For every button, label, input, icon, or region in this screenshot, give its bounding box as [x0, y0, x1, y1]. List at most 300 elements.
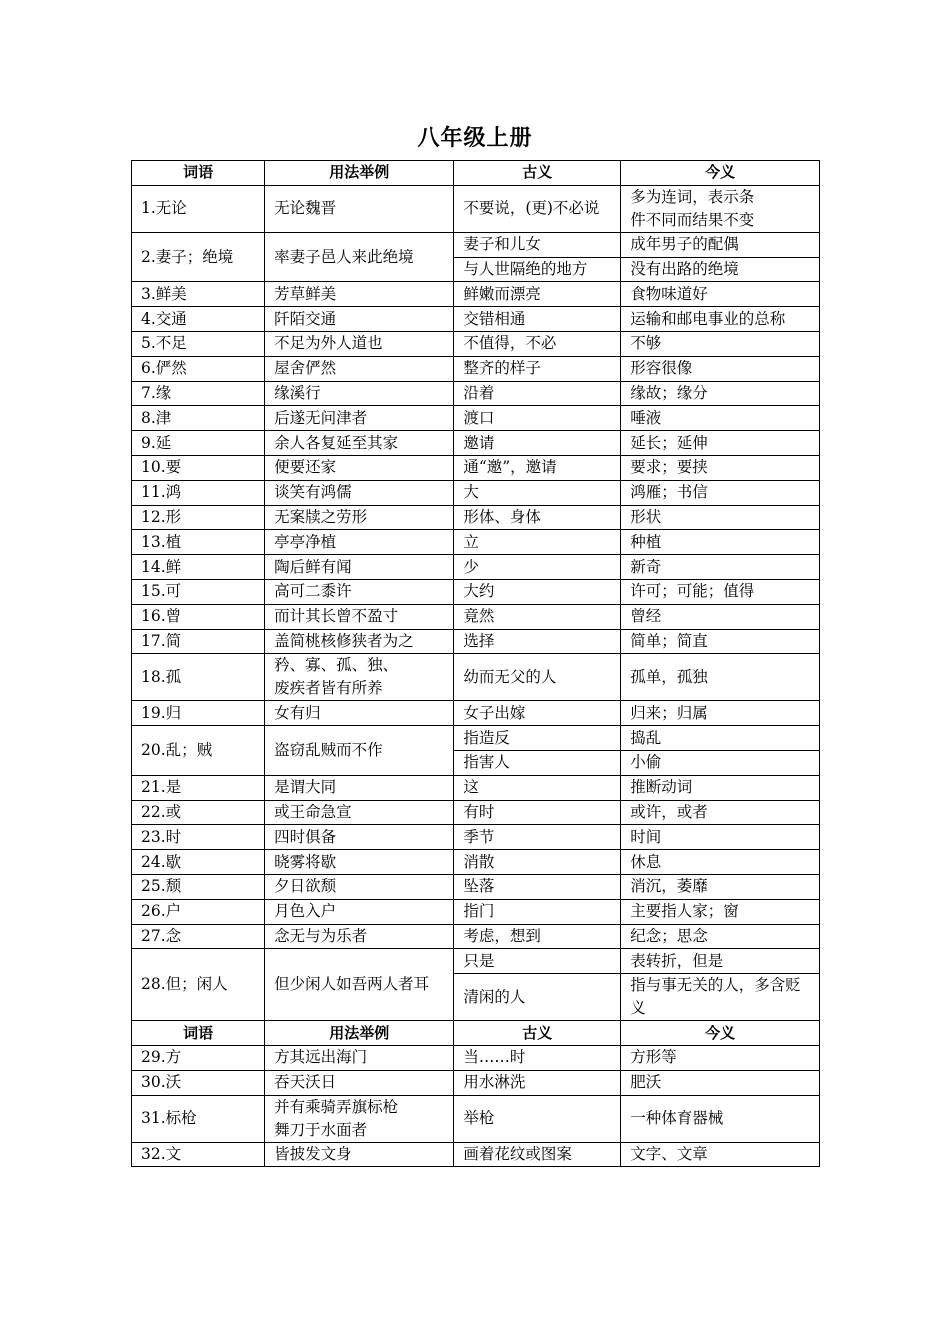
modern-meaning-text: 肥沃	[630, 1073, 662, 1092]
example-cell	[265, 555, 454, 580]
example-text: 亭亭净植	[274, 532, 337, 551]
word-text: 22.或	[141, 802, 182, 821]
modern-meaning-cell	[621, 604, 820, 629]
ancient-meaning-text: 女子出嫁	[463, 703, 526, 722]
modern-meaning-text: 曾经	[630, 607, 662, 626]
table-row	[132, 381, 820, 406]
modern-meaning-cell	[621, 629, 820, 654]
table-row	[132, 307, 820, 332]
word-text: 3.鲜美	[141, 284, 187, 303]
table-row	[132, 874, 820, 899]
ancient-meaning-cell	[454, 750, 621, 775]
ancient-meaning-cell	[454, 1070, 621, 1095]
ancient-meaning-cell	[454, 455, 621, 480]
modern-meaning-cell	[621, 949, 820, 974]
word-text: 17.简	[141, 631, 182, 650]
ancient-meaning-text: 立	[463, 532, 479, 551]
header-ancient: 古义	[454, 1021, 621, 1046]
example-text: 皆披发文身	[274, 1144, 352, 1163]
example-text: 屋舍俨然	[274, 359, 337, 378]
modern-meaning-cell	[621, 701, 820, 726]
modern-meaning-cell	[621, 1142, 820, 1167]
table-row	[132, 455, 820, 480]
modern-meaning-cell	[621, 406, 820, 431]
modern-meaning-text: 件不同而结果不变	[630, 210, 755, 229]
ancient-meaning-cell	[454, 899, 621, 924]
example-text: 并有乘骑弄旗标枪	[274, 1097, 399, 1116]
modern-meaning-cell	[621, 505, 820, 530]
word-cell	[132, 530, 265, 555]
table-row	[132, 480, 820, 505]
word-text: 26.户	[141, 902, 182, 921]
table-row	[132, 1045, 820, 1070]
modern-meaning-text: 不够	[630, 334, 662, 353]
ancient-meaning-cell	[454, 850, 621, 875]
modern-meaning-cell	[621, 431, 820, 456]
example-cell	[265, 480, 454, 505]
table-row	[132, 850, 820, 875]
modern-meaning-text: 捣乱	[630, 728, 662, 747]
ancient-meaning-cell	[454, 1095, 621, 1142]
modern-meaning-cell	[621, 356, 820, 381]
header-modern: 今义	[621, 161, 820, 186]
modern-meaning-text: 许可；可能；值得	[630, 582, 755, 601]
ancient-meaning-text: 坠落	[463, 877, 495, 896]
ancient-meaning-cell	[454, 232, 621, 257]
example-cell	[265, 701, 454, 726]
ancient-meaning-text: 指害人	[463, 753, 510, 772]
ancient-meaning-cell	[454, 257, 621, 282]
example-cell	[265, 431, 454, 456]
table-row	[132, 800, 820, 825]
modern-meaning-cell	[621, 555, 820, 580]
example-cell	[265, 654, 454, 701]
example-text: 矜、寡、孤、独、	[274, 656, 399, 675]
modern-meaning-cell	[621, 257, 820, 282]
example-text: 但少闲人如吾两人者耳	[274, 975, 430, 994]
example-cell	[265, 850, 454, 875]
ancient-meaning-text: 妻子和儿女	[463, 235, 541, 254]
ancient-meaning-cell	[454, 356, 621, 381]
ancient-meaning-cell	[454, 331, 621, 356]
table-row	[132, 701, 820, 726]
word-cell	[132, 282, 265, 307]
word-cell	[132, 924, 265, 949]
modern-meaning-text: 形容很像	[630, 359, 693, 378]
modern-meaning-cell	[621, 899, 820, 924]
example-text: 陶后鲜有闻	[274, 557, 352, 576]
example-text: 夕日欲颓	[274, 877, 337, 896]
table-row	[132, 899, 820, 924]
word-cell	[132, 1095, 265, 1142]
modern-meaning-text: 多为连词，表示条	[630, 187, 755, 206]
table-row	[132, 629, 820, 654]
modern-meaning-text: 缘故；缘分	[630, 383, 708, 402]
ancient-meaning-cell	[454, 555, 621, 580]
word-cell	[132, 850, 265, 875]
ancient-meaning-text: 指门	[463, 902, 495, 921]
modern-meaning-text: 鸿雁；书信	[630, 483, 708, 502]
example-cell	[265, 307, 454, 332]
word-cell	[132, 356, 265, 381]
word-cell	[132, 899, 265, 924]
modern-meaning-text: 消沉，萎靡	[630, 877, 708, 896]
table-row	[132, 282, 820, 307]
modern-meaning-text: 或许，或者	[630, 802, 708, 821]
modern-meaning-cell	[621, 232, 820, 257]
table-row	[132, 654, 820, 701]
header-modern: 今义	[621, 1021, 820, 1046]
example-text: 月色入户	[274, 902, 337, 921]
example-text: 四时俱备	[274, 827, 337, 846]
modern-meaning-text: 唾液	[630, 408, 662, 427]
ancient-meaning-text: 只是	[463, 951, 495, 970]
word-cell	[132, 555, 265, 580]
modern-meaning-text: 纪念；思念	[630, 926, 708, 945]
modern-meaning-cell	[621, 1045, 820, 1070]
modern-meaning-cell	[621, 924, 820, 949]
word-text: 14.鲜	[141, 557, 182, 576]
modern-meaning-cell	[621, 530, 820, 555]
modern-meaning-cell	[621, 775, 820, 800]
modern-meaning-text: 种植	[630, 532, 662, 551]
example-text: 废疾者皆有所养	[274, 679, 383, 698]
modern-meaning-cell	[621, 874, 820, 899]
example-text: 吞天沃日	[274, 1073, 337, 1092]
example-cell	[265, 1142, 454, 1167]
ancient-meaning-cell	[454, 282, 621, 307]
modern-meaning-text: 义	[630, 999, 646, 1018]
table-row	[132, 406, 820, 431]
word-text: 7.缘	[141, 383, 172, 402]
table-row	[132, 604, 820, 629]
word-text: 15.可	[141, 582, 182, 601]
modern-meaning-cell	[621, 825, 820, 850]
word-text: 21.是	[141, 778, 182, 797]
modern-meaning-text: 时间	[630, 827, 662, 846]
modern-meaning-cell	[621, 455, 820, 480]
word-cell	[132, 701, 265, 726]
modern-meaning-text: 孤单，孤独	[630, 667, 708, 686]
table-row	[132, 331, 820, 356]
word-text: 2.妻子；绝境	[141, 247, 234, 266]
example-cell	[265, 726, 454, 776]
word-cell	[132, 307, 265, 332]
ancient-meaning-text: 画着花纹或图案	[463, 1144, 572, 1163]
word-text: 1.无论	[141, 199, 187, 218]
word-cell	[132, 726, 265, 776]
example-text: 方其远出海门	[274, 1048, 368, 1067]
ancient-meaning-text: 指造反	[463, 728, 510, 747]
word-text: 6.俨然	[141, 359, 187, 378]
word-text: 16.曾	[141, 607, 182, 626]
ancient-meaning-cell	[454, 629, 621, 654]
word-cell	[132, 455, 265, 480]
word-cell	[132, 480, 265, 505]
ancient-meaning-cell	[454, 381, 621, 406]
example-text: 阡陌交通	[274, 309, 337, 328]
modern-meaning-text: 表转折，但是	[630, 951, 724, 970]
ancient-meaning-text: 不要说，(更)不必说	[463, 199, 600, 218]
table-row	[132, 505, 820, 530]
ancient-meaning-text: 邀请	[463, 433, 495, 452]
modern-meaning-cell	[621, 800, 820, 825]
example-text: 谈笑有鸿儒	[274, 483, 352, 502]
example-text: 舞刀于水面者	[274, 1120, 368, 1139]
header-ancient: 古义	[454, 161, 621, 186]
ancient-meaning-cell	[454, 1045, 621, 1070]
table-row	[132, 185, 820, 232]
example-text: 盖简桃核修狭者为之	[274, 631, 414, 650]
ancient-meaning-cell	[454, 406, 621, 431]
word-text: 12.形	[141, 507, 182, 526]
ancient-meaning-cell	[454, 431, 621, 456]
word-text: 10.要	[141, 458, 182, 477]
modern-meaning-text: 归来；归属	[630, 703, 708, 722]
example-cell	[265, 1045, 454, 1070]
example-cell	[265, 356, 454, 381]
ancient-meaning-text: 少	[463, 557, 479, 576]
ancient-meaning-text: 消散	[463, 852, 495, 871]
ancient-meaning-cell	[454, 505, 621, 530]
ancient-meaning-cell	[454, 825, 621, 850]
ancient-meaning-cell	[454, 974, 621, 1021]
example-cell	[265, 185, 454, 232]
modern-meaning-text: 小偷	[630, 753, 662, 772]
ancient-meaning-text: 幼而无父的人	[463, 667, 557, 686]
table-row	[132, 825, 820, 850]
example-text: 无案牍之劳形	[274, 507, 368, 526]
modern-meaning-text: 推断动词	[630, 778, 693, 797]
word-text: 8.津	[141, 408, 172, 427]
ancient-meaning-text: 交错相通	[463, 309, 526, 328]
example-cell	[265, 1095, 454, 1142]
ancient-meaning-text: 季节	[463, 827, 495, 846]
modern-meaning-cell	[621, 1070, 820, 1095]
ancient-meaning-cell	[454, 530, 621, 555]
ancient-meaning-text: 有时	[463, 802, 495, 821]
word-cell	[132, 1045, 265, 1070]
modern-meaning-cell	[621, 726, 820, 751]
ancient-meaning-text: 考虑，想到	[463, 926, 541, 945]
modern-meaning-text: 没有出路的绝境	[630, 259, 739, 278]
example-text: 不足为外人道也	[274, 334, 383, 353]
header-example: 用法举例	[265, 161, 454, 186]
ancient-meaning-text: 渡口	[463, 408, 495, 427]
word-text: 19.归	[141, 703, 182, 722]
modern-meaning-cell	[621, 1095, 820, 1142]
ancient-meaning-cell	[454, 604, 621, 629]
modern-meaning-text: 一种体育器械	[630, 1109, 724, 1127]
table-body	[132, 161, 820, 1167]
modern-meaning-text: 食物味道好	[630, 284, 708, 303]
modern-meaning-cell	[621, 282, 820, 307]
word-text: 23.时	[141, 827, 182, 846]
ancient-meaning-text: 这	[463, 778, 479, 797]
ancient-meaning-text: 选择	[463, 631, 495, 650]
example-text: 无论魏晋	[274, 199, 337, 218]
modern-meaning-cell	[621, 185, 820, 232]
word-cell	[132, 431, 265, 456]
word-cell	[132, 874, 265, 899]
modern-meaning-cell	[621, 307, 820, 332]
example-text: 是谓大同	[274, 778, 337, 797]
example-cell	[265, 579, 454, 604]
modern-meaning-cell	[621, 381, 820, 406]
modern-meaning-cell	[621, 850, 820, 875]
ancient-meaning-text: 通“邀”，邀请	[463, 458, 557, 477]
example-cell	[265, 800, 454, 825]
ancient-meaning-cell	[454, 579, 621, 604]
word-cell	[132, 654, 265, 701]
table-row	[132, 949, 820, 974]
ancient-meaning-text: 沿着	[463, 383, 495, 402]
example-text: 晓雾将歇	[274, 852, 337, 871]
modern-meaning-text: 方形等	[630, 1048, 677, 1067]
ancient-meaning-text: 形体、身体	[463, 507, 541, 526]
ancient-meaning-text: 与人世隔绝的地方	[463, 259, 588, 278]
word-text: 25.颓	[141, 877, 182, 896]
word-text: 11.鸿	[141, 483, 182, 502]
ancient-meaning-cell	[454, 654, 621, 701]
example-text: 念无与为乐者	[274, 926, 368, 945]
word-cell	[132, 629, 265, 654]
ancient-meaning-cell	[454, 726, 621, 751]
word-text: 29.方	[141, 1048, 182, 1067]
header-word: 词语	[132, 1021, 265, 1046]
modern-meaning-cell	[621, 480, 820, 505]
word-cell	[132, 1142, 265, 1167]
table-row	[132, 356, 820, 381]
example-cell	[265, 629, 454, 654]
ancient-meaning-cell	[454, 874, 621, 899]
table-row	[132, 1142, 820, 1167]
ancient-meaning-cell	[454, 949, 621, 974]
ancient-meaning-text: 大约	[463, 582, 495, 601]
example-cell	[265, 406, 454, 431]
example-cell	[265, 1070, 454, 1095]
word-cell	[132, 1070, 265, 1095]
word-text: 28.但；闲人	[141, 975, 228, 994]
ancient-meaning-cell	[454, 775, 621, 800]
word-text: 5.不足	[141, 334, 187, 353]
word-text: 27.念	[141, 926, 182, 945]
word-text: 4.交通	[141, 309, 187, 328]
example-cell	[265, 455, 454, 480]
modern-meaning-text: 延长；延伸	[630, 433, 708, 452]
example-text: 或王命急宣	[274, 802, 352, 821]
table-row	[132, 579, 820, 604]
ancient-meaning-text: 鲜嫩而漂亮	[463, 284, 541, 303]
word-cell	[132, 579, 265, 604]
ancient-meaning-text: 清闲的人	[463, 987, 526, 1006]
ancient-meaning-text: 举枪	[463, 1109, 495, 1127]
ancient-meaning-cell	[454, 307, 621, 332]
word-text: 20.乱；贼	[141, 740, 213, 759]
ancient-meaning-cell	[454, 800, 621, 825]
word-text: 18.孤	[141, 667, 182, 686]
word-text: 9.延	[141, 433, 172, 452]
modern-meaning-text: 形状	[630, 507, 662, 526]
modern-meaning-text: 成年男子的配偶	[630, 235, 739, 254]
example-text: 女有归	[274, 703, 321, 722]
example-text: 缘溪行	[274, 383, 321, 402]
example-text: 芳草鲜美	[274, 284, 337, 303]
word-cell	[132, 232, 265, 282]
modern-meaning-cell	[621, 579, 820, 604]
word-text: 32.文	[141, 1144, 182, 1163]
example-text: 高可二黍许	[274, 582, 352, 601]
example-cell	[265, 604, 454, 629]
example-text: 便要还家	[274, 458, 337, 477]
example-text: 而计其长曾不盈寸	[274, 607, 399, 626]
table-row	[132, 1070, 820, 1095]
modern-meaning-text: 运输和邮电事业的总称	[630, 309, 786, 328]
ancient-meaning-text: 竟然	[463, 607, 495, 626]
modern-meaning-text: 要求；要挟	[630, 458, 708, 477]
table-row	[132, 232, 820, 257]
ancient-meaning-cell	[454, 701, 621, 726]
table-row	[132, 1095, 820, 1142]
table-row	[132, 924, 820, 949]
modern-meaning-text: 休息	[630, 852, 662, 871]
ancient-meaning-text: 不值得，不必	[463, 334, 557, 353]
word-cell	[132, 381, 265, 406]
word-cell	[132, 800, 265, 825]
table-row	[132, 775, 820, 800]
modern-meaning-cell	[621, 331, 820, 356]
table-row	[132, 431, 820, 456]
ancient-meaning-text: 当……时	[463, 1048, 526, 1067]
ancient-meaning-text: 大	[463, 483, 479, 502]
ancient-meaning-text: 用水淋洗	[463, 1073, 526, 1092]
example-text: 率妻子邑人来此绝境	[274, 247, 414, 266]
example-cell	[265, 232, 454, 282]
word-cell	[132, 949, 265, 1021]
table-row	[132, 530, 820, 555]
modern-meaning-text: 简单；简直	[630, 631, 708, 650]
table-row	[132, 726, 820, 751]
example-cell	[265, 924, 454, 949]
word-cell	[132, 505, 265, 530]
example-cell	[265, 505, 454, 530]
example-cell	[265, 775, 454, 800]
modern-meaning-text: 新奇	[630, 557, 662, 576]
word-text: 31.标枪	[141, 1109, 197, 1127]
example-cell	[265, 331, 454, 356]
example-cell	[265, 530, 454, 555]
header-word: 词语	[132, 161, 265, 186]
example-cell	[265, 874, 454, 899]
word-cell	[132, 331, 265, 356]
word-cell	[132, 604, 265, 629]
word-text: 24.歇	[141, 852, 182, 871]
example-cell	[265, 825, 454, 850]
word-cell	[132, 825, 265, 850]
ancient-meaning-cell	[454, 480, 621, 505]
word-text: 13.植	[141, 532, 182, 551]
modern-meaning-text: 主要指人家；窗	[630, 902, 739, 921]
example-cell	[265, 381, 454, 406]
table-header-row	[132, 1021, 820, 1046]
page-title: 八年级上册	[417, 126, 533, 151]
example-text: 盗窃乱贼而不作	[274, 740, 383, 759]
modern-meaning-text: 指与事无关的人，多含贬	[630, 976, 801, 995]
word-cell	[132, 775, 265, 800]
word-cell	[132, 406, 265, 431]
word-cell	[132, 185, 265, 232]
header-example: 用法举例	[265, 1021, 454, 1046]
